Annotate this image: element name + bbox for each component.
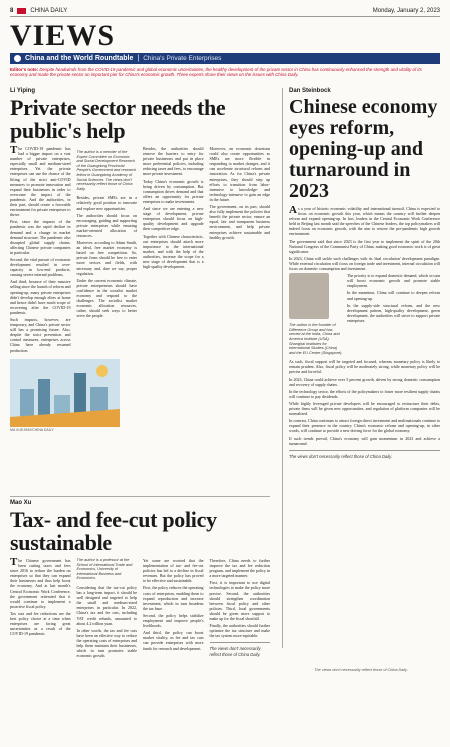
author-li-yiping: Li Yiping — [10, 88, 35, 94]
article1-p2: First, since the impacts of the pandemic was the rapid decline in demand and a change in market demand structure. The pandemic also disrupted global supply chains, affecting Chinese private companies in particular. — [10, 219, 71, 255]
article3-p3: Considering that the tax-cut policy has a long-term impact, it should be well designed and targeted to help the small and medium-sized enterprises in particular. In 2022, China's tax and fee cuts, including VAT credit refunds, amounted to about 4.2 trillion yuan. — [76, 584, 137, 626]
article3-p2: Tax cuts and fee reductions are the best policy choice at a time when enterprises are facing great uncertainties as a result of the COVID-19 pandemic. — [10, 610, 71, 637]
article2-p9: In the technology sector, the efforts of the policymakers to foster more resilient supply chains will continue to pay dividends. — [289, 388, 440, 399]
author-portrait — [289, 273, 329, 319]
article1-p3: Second, the vital pursuit of economic development resulted in over-capacity in low-end products, causing severe internal problems. — [10, 256, 71, 278]
article1-p9: Under the current economic climate, private entrepreneurs should have confidence in the socialist market economy and respond to the challenges. The socialist market economic allocation resources, rather, should seek ways to better serve the people. — [76, 277, 137, 319]
article-divider — [10, 496, 270, 497]
headline-chinese-economy: Chinese economy eyes reform, opening-up and turnaround in 2023 — [289, 96, 438, 202]
article2-p8: In 2023, China could achieve over 5 percent growth, driven by strong domestic consumption and recovery of supply chains. — [289, 376, 440, 387]
headline-private-sector: Private sector needs the public's help — [10, 95, 226, 143]
page-number: 8 — [10, 8, 14, 14]
article3-p1: The Chinese government has been cutting taxes and fees since 2016 to reduce the burden on enterprises so that they can expand their businesses and thus help boost the economy. And at last month's Central Economic Work Conference, the government reiterated that it would continue to implement a proactive fiscal policy. — [10, 556, 71, 609]
headline-tax-cut: Tax- and fee-cut policy sustainable — [10, 507, 217, 555]
editor-note — [10, 67, 440, 78]
article2-p13: If such trends prevail, China's economy will gain momentum in 2023 and achieve a turnaround. — [289, 435, 440, 446]
city-illustration-icon — [10, 359, 120, 427]
section-title: VIEWS — [10, 19, 116, 52]
article2-p5: In the meantime, China will continue to deepen reform and opening-up. — [347, 290, 440, 301]
article3-p10: First, it is important to use digital technologies to make the policy more precise. Second, the authorities should strengthen coordination between fiscal policy and other policies. Third, local governments should be given more support to make up for the fiscal shortfall. — [209, 580, 270, 622]
article2-p3: In 2023, China will tackle such challenges with its 'dual circulation' development paradigm. While external circulation will focus on foreign trade and investment, internal circulation will focus on domestic consumption and investment. — [289, 255, 440, 272]
newspaper-page — [10, 6, 440, 743]
article1-p11: Today China's economic growth is being driven by consumption. But consumption drives demand and that offers an opportunity for private enterprises to make investments. — [143, 178, 204, 204]
article1-p15: The government, on its part, should also fully implement the policies that benefit the private sector, ensure an equal, fair and transparent business environment, and help private enterprises achieve sustainable and healthy growth. — [209, 204, 270, 240]
article3-disclaimer: The views don't necessarily reflect those of China Daily. — [210, 642, 271, 656]
article3-p7: Second, the policy helps stabilize employment and improve people's livelihoods. — [143, 612, 204, 629]
editor-note-text: Despite headwinds from the COVID-19 pandemic and global economic uncertainties, the healthy development of the private sector in China has continuously enhanced the strength and vitality of its economy and made the private sector an important pier for China's economic growth. Three experts share their views on the issues with China Daily. — [10, 67, 422, 78]
top-bar — [10, 6, 440, 17]
banner-subtitle: China's Private Enterprises — [143, 55, 222, 62]
article-chinese-economy — [282, 88, 440, 648]
illustration-credit: MA XUEJING/CHINA DAILY — [10, 427, 54, 432]
author-mao-xu: Mao Xu — [10, 500, 32, 506]
article3-p5: Yet some are worried that the implementation of tax- and fee-cut policies has led to a decline in fiscal revenues. But the policy has proved to be effective and sustainable. — [143, 558, 204, 584]
article3-p9: Therefore, China needs to further improve the tax and fee reduction program, and implement the policy in a more targeted manner. — [209, 558, 270, 579]
article3-p4: In other words, the tax and fee cuts have been an effective way to reduce the operating costs of enterprises and help them maintain their businesses, which in turn promotes stable economic growth. — [76, 627, 137, 659]
article1-author-bio: The author is a member of the Expert Committee on Economic and Social Development Research of the Guangdong Provincial People's Government and research fellow in Guangdong Academy of Social Sciences. The views don't necessarily reflect those of China Daily. — [76, 150, 137, 191]
article2-p7: As such, fiscal support will be targeted and focused, whereas monetary policy is likely to remain prudent. Also, fiscal policy will be moderately strong, while monetary policy will be precise and forceful. — [289, 359, 440, 375]
roundtable-banner: China and the World Roundtable | China's Private Enterprises — [10, 53, 440, 64]
article3-p8: And third, the policy can boost market vitality, as fee and tax cuts can provide enterprises with more funds for research and development. — [143, 630, 204, 651]
article2-disclaimer: The views don't necessarily reflect those of China Daily. — [289, 450, 440, 459]
article1-p4: And third, because of their massive selling since the launch of reform and opening-up, many private enterprises didn't develop enough elites at home and hence didn't have much scope of recovering after the COVID-19 pandemic. — [10, 279, 71, 315]
china-daily-logo-icon — [17, 8, 26, 14]
article1-p6: Besides, private SMEs are in a relatively good position to innovate and explore new opportunities. — [76, 195, 137, 211]
article1-illustration — [10, 359, 120, 427]
article3-author-bio: The author is a professor at the School of International Trade and Economics, University of International Business and Economics. — [76, 558, 133, 581]
article-private-sector — [10, 88, 270, 432]
article2-p11: While highly leveraged private developers will be encouraged to restructure their debts, private firms will be given new opportunities, and regulation of platform companies will be normalized. — [289, 400, 440, 417]
article1-p10: Besides, the authorities should remove the barriers to entry for private businesses and put in place more preferential policies, including reducing taxes and fees, to encourage more private investment. — [143, 146, 204, 177]
article2-footer-note: The views don't necessarily reflect those of China Daily. — [314, 668, 408, 672]
brand-name: CHINA DAILY — [30, 8, 68, 14]
article2-p12: In contrast, China continues to attract foreign direct investment and multinationals continue to expand their presence in the country. China's economic reform and opening-up, in other words, will continue to provide a new driving force for the global economy. — [289, 418, 440, 434]
editor-note-label: Editor's note: — [10, 67, 39, 72]
article1-p1: The COVID-19 pandemic has had a bigger impact on a vast number of private enterprises, especially small and medium-sized enterprises. Yet the private enterprises can use the chance of the lifting of the strict anti-COVID measures to promote innovation and expand their businesses in order to overcome the impact of the pandemic. And the authorities, in their part, should create a favorable environment for private enterprises to thrive. — [10, 144, 71, 218]
banner-title: China and the World Roundtable — [25, 55, 134, 62]
article1-p12: And since we are entering a new stage of development, private enterprises should focus on high-quality development and upgrade their competitive edge. — [143, 206, 204, 232]
article2-p1: As a year of historic economic volatility and international turmoil, China is expected to focus on economic growth this year, which means the country will further deepen reform and expand opening-up. In fact, leaders in the Central Economic Work Conference held in Beijing last month said the speeches of the Chinese leaders, the top policymakers will indeed focus on economic growth, with the aim to restore the pre-pandemic high growth environment. — [289, 204, 440, 237]
article3-p6: First, the policy reduces the operating costs of enterprises, enabling them to expand reproduction and increase investment, which in turn broadens the tax base. — [143, 585, 204, 611]
article1-p13: Together with Chinese characteristic, our enterprises should attach more importance to the international market, and with the help of the authorities, increase the scope for a new stage of development that is a high-quality development. — [143, 233, 204, 270]
author-dan-steinbock: Dan Steinbock — [289, 88, 331, 94]
article1-p5: Such impacts, however, are temporary, and China's private sector still has a promising future. Also, despite the strict prevention and control measures, enterprises across China have already resumed production. — [10, 317, 71, 353]
article-tax-cut — [10, 500, 270, 660]
roundtable-icon — [14, 55, 21, 62]
article2-p6: In the supply-side structural reform, and the new development pattern, high-quality development, green development, the authorities will strive to support private enterprises. — [347, 302, 440, 323]
issue-date: Monday, January 2, 2023 — [372, 8, 440, 14]
article2-author-bio: The author is the founder of Difference Group and has served at the India, China and America Institute (USA), Shanghai Institutes for International Studies (China) and the EU Center (Singapore). — [289, 323, 343, 355]
article1-p14: Moreover, an economic downturn could also create opportunities as SMEs are more flexible in responding to market changes, and it can accelerate structural reform and innovation. As for China's private enterprises, they should step up efforts to transition from labor-intensive to knowledge- and technology-intensive to gain an edge in the future. — [209, 146, 270, 202]
article1-p8: Moreover, according to Adam Smith, an ideal, free market economy is based on free competition. So, private firms should be free to enter more sectors and fields, with necessary and, dare we say, proper regulation. — [76, 240, 137, 276]
article3-p11: Finally, the authorities should further optimize the tax structure and make the tax system more equitable. — [209, 623, 270, 639]
article1-p7: The authorities should focus on encouraging, guiding and supporting private enterprises while ensuring market-oriented allocation of resources. — [76, 212, 137, 238]
article2-p4: The priority is to expand domestic demand, which in turn will boost economic growth and promote stable employment. — [347, 273, 440, 289]
article2-p2: The government said that since 2023 is the first year to implement the spirit of the 20th National Congress of the Communist Party of China, making good economic work is of great significance. — [289, 238, 440, 254]
